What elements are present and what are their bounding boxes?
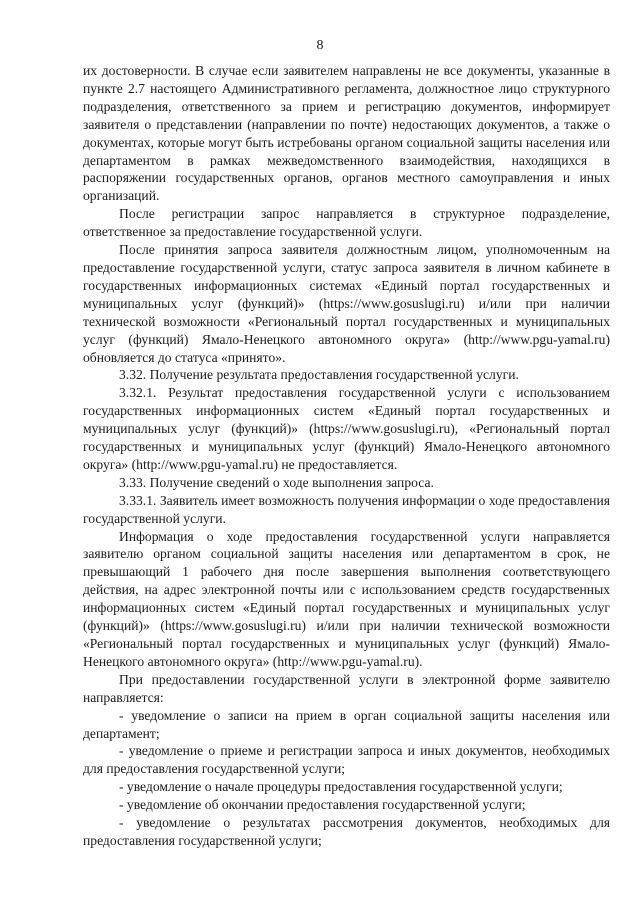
document-body [83,62,610,850]
paragraph: - уведомление о начале процедуры предоставления государственной услуги; [119,779,563,795]
paragraph: После принятия запроса заявителя должностным лицом, уполномоченным на предоставление государственной услуги, статус запроса заявителя в личном кабинете в государственных информационных системах «Единый портал государственных и муниципальных услуг (функций)» (https://www.gosuslugi.ru) и/или при наличии технической возможности «Региональный портал государственных и муниципальных услуг (функций) Ямало-Ненецкого автономного округа» (http://www.pgu-yamal.ru) обновляется до статуса «принято». [83,242,610,365]
page-number: 8 [316,38,324,53]
paragraph: 3.33.1. Заявитель имеет возможность получения информации о ходе предоставления государственной услуги. [83,492,610,526]
paragraph: 3.33. Получение сведений о ходе выполнения запроса. [119,474,434,490]
paragraph: 3.32. Получение результата предоставления государственной услуги. [119,367,519,383]
paragraph: - уведомление о приеме и регистрации запроса и иных документов, необходимых для предоставления государственной услуги; [83,743,610,777]
paragraph: - уведомление о записи на прием в орган социальной защиты населения или департамент; [83,707,610,741]
paragraph: - уведомление о результатах рассмотрения документов, необходимых для предоставления государственной услуги; [83,815,610,848]
paragraph: После регистрации запрос направляется в структурное подразделение, ответственное за предоставление государственной услуги. [83,206,610,240]
paragraph: - уведомление об окончании предоставления государственной услуги; [119,797,526,813]
paragraph: Информация о ходе предоставления государственной услуги направляется заявителю органом социальной защиты населения или департаментом в срок, не превышающий 1 рабочего дня после завершения выполнения соответствующего действия, на адрес электронной почты или с использованием средств государственных информационных систем «Единый портал государственных и муниципальных услуг (функций)» (https://www.gosuslugi.ru) и/или при наличии технической возможности «Региональный портал государственных и муниципальных услуг (функций) Ямало-Ненецкого автономного округа» (http://www.pgu-yamal.ru). [83,528,610,669]
paragraph: При предоставлении государственной услуги в электронной форме заявителю направляется: [83,671,610,705]
paragraph: их достоверности. В случае если заявителем направлены не все документы, указанные в пункте 2.7 настоящего Административного регламента, должностное лицо структурного подразделения, ответственного за прием и регистрацию документов, информирует заявителя о представлении (направлении по почте) недостающих документов, а также о документах, которые могут быть истребованы органом социальной защиты населения или департаментом в рамках межведомственного взаимодействия, находящихся в распоряжении государственных органов, органов местного самоуправления и иных организаций. [83,63,610,204]
paragraph: 3.32.1. Результат предоставления государственной услуги с использованием государственных информационных систем «Единый портал государственных и муниципальных услуг (функций)» (https://www.gosuslugi.ru), «Региональный портал государственных и муниципальных услуг (функций) Ямало-Ненецкого автономного округа» (http://www.pgu-yamal.ru) не предоставляется. [83,385,610,472]
